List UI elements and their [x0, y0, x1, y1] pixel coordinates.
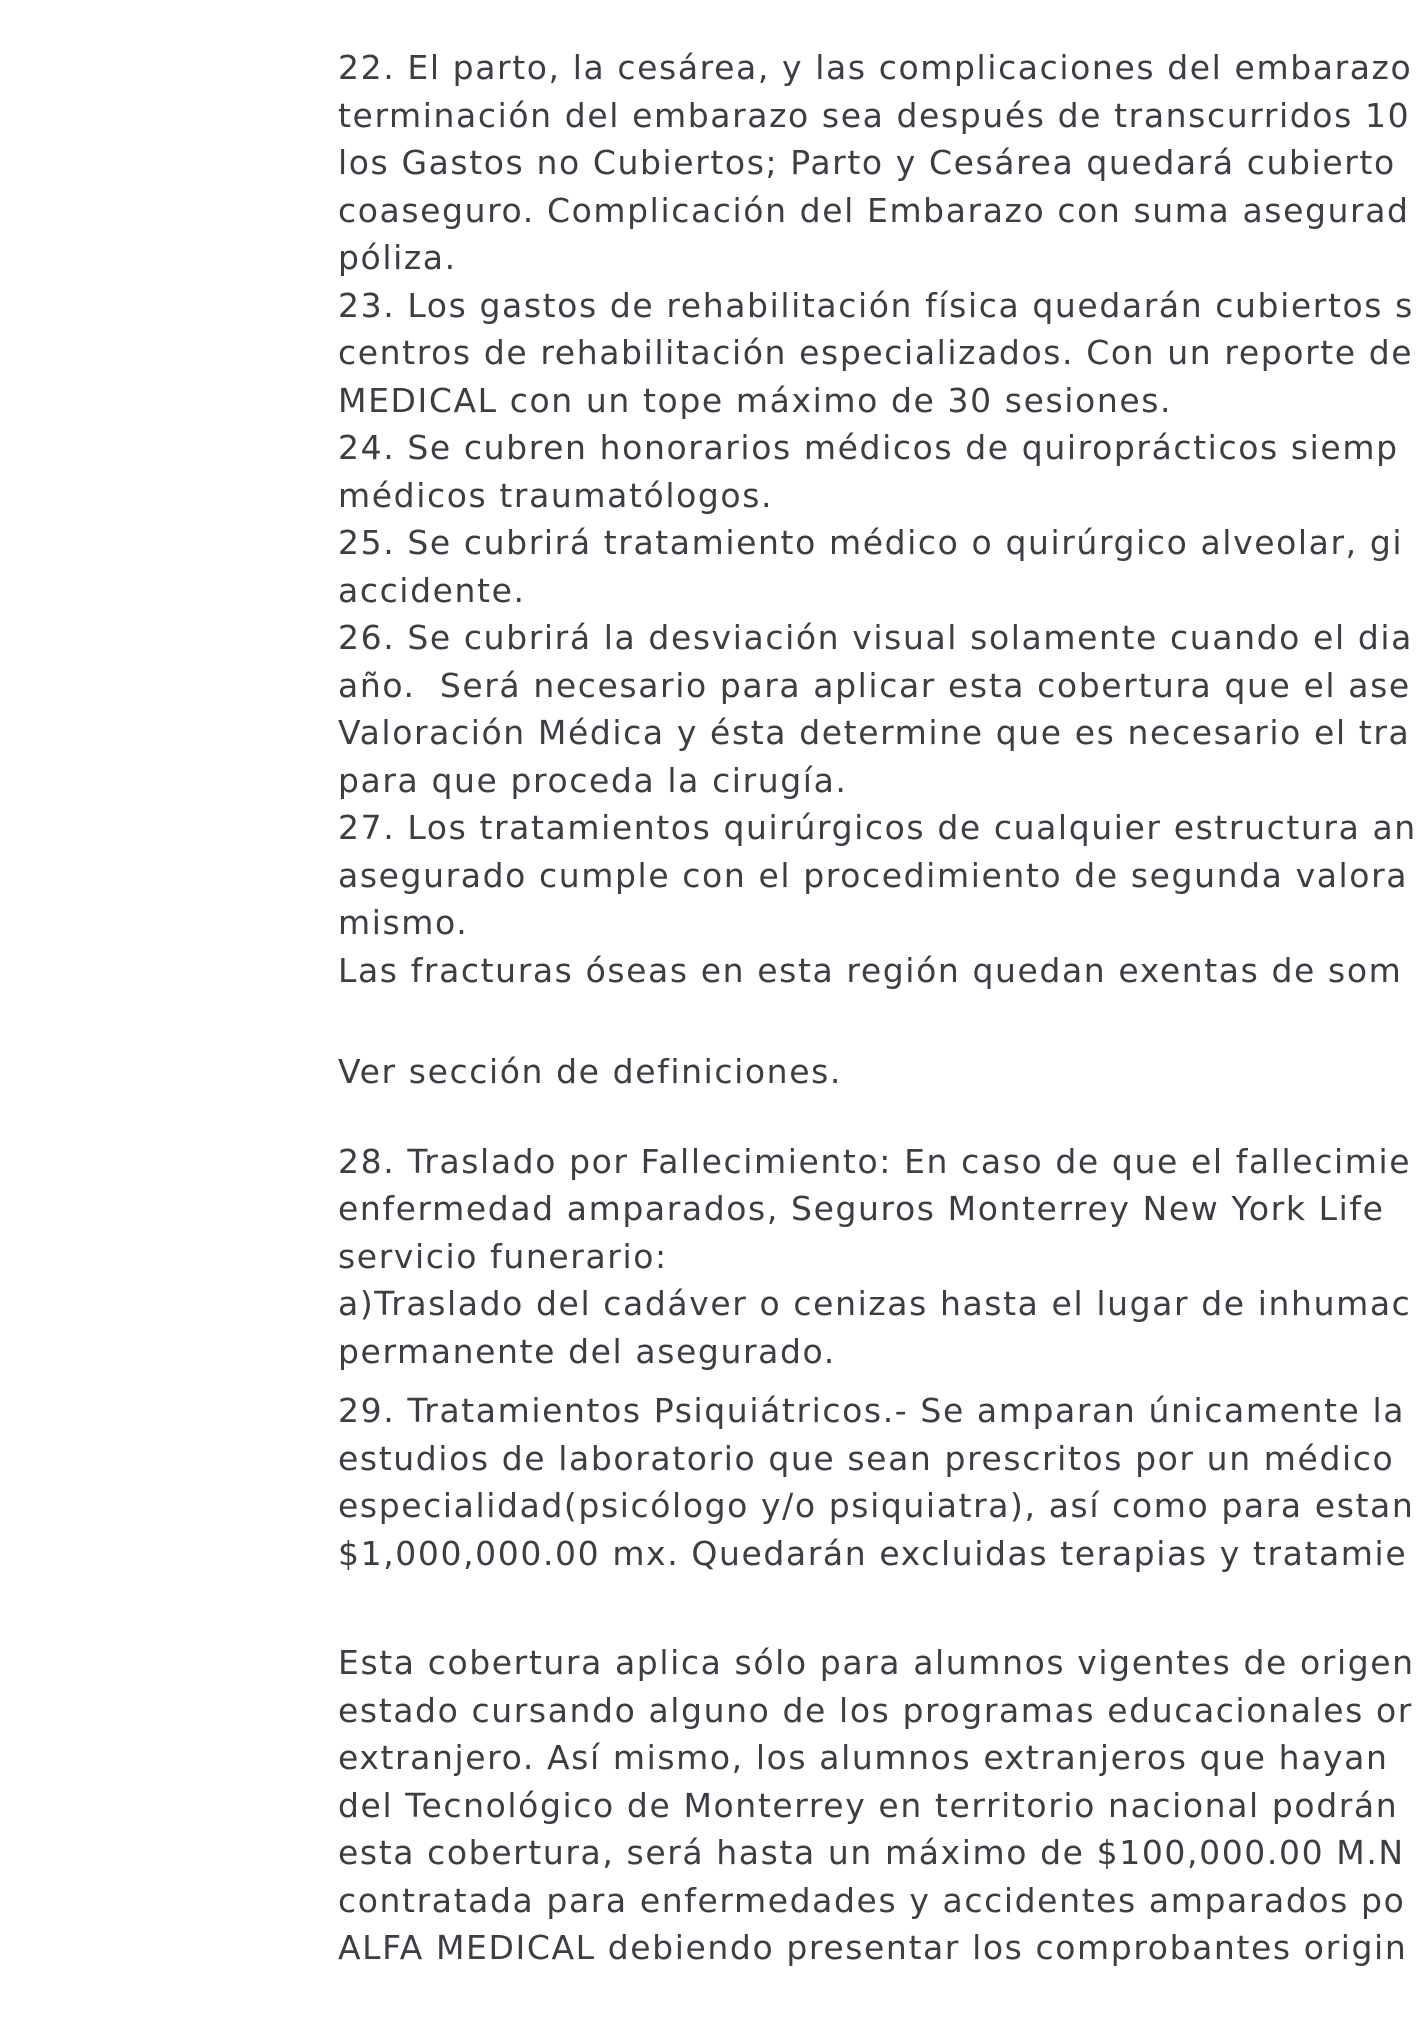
text-line: del Tecnológico de Monterrey en territorio nacional podrán: [338, 1785, 1399, 1825]
paragraph-item-28: [338, 1138, 1428, 1281]
paragraph-item-27: [338, 804, 1428, 947]
text-line: enfermedad amparados, Seguros Monterrey New York Life: [338, 1189, 1385, 1228]
text-line: Esta cobertura aplica sólo para alumnos vigentes de origen: [338, 1643, 1415, 1682]
text-line: mismo.: [338, 903, 469, 942]
text-line: accidente.: [338, 570, 526, 610]
paragraph-item-25: [338, 519, 1428, 614]
text-line: terminación del embarazo sea después de transcurridos 10: [338, 95, 1411, 135]
paragraph-cobertura-alumnos: [338, 1639, 1428, 1972]
text-line: ALFA MEDICAL debiendo presentar los comprobantes origin: [338, 1928, 1408, 1967]
text-line: los Gastos no Cubiertos; Parto y Cesárea quedará cubierto: [338, 143, 1396, 182]
paragraph-item-26: [338, 614, 1428, 804]
text-line: 22. El parto, la cesárea, y las complicaciones del embarazo: [338, 48, 1413, 87]
document-text-content: [338, 44, 1428, 1972]
paragraph-item-24: [338, 424, 1428, 519]
text-line: estudios de laboratorio que sean prescritos por un médico: [338, 1438, 1395, 1478]
text-line: 27. Los tratamientos quirúrgicos de cualquier estructura an: [338, 808, 1417, 847]
text-line: año. Será necesario para aplicar esta cobertura que el ase: [338, 665, 1411, 705]
paragraph-item-28a: [338, 1280, 1428, 1375]
text-line: coaseguro. Complicación del Embarazo con suma asegurad: [338, 190, 1410, 230]
text-line: estado cursando alguno de los programas educacionales or: [338, 1690, 1413, 1730]
text-line: médicos traumatólogos.: [338, 475, 774, 515]
paragraph-item-23: [338, 282, 1428, 425]
text-line: MEDICAL con un tope máximo de 30 sesiones.: [338, 380, 1173, 420]
text-line: póliza.: [338, 238, 457, 277]
text-line: asegurado cumple con el procedimiento de segunda valora: [338, 855, 1409, 895]
text-line: servicio funerario:: [338, 1236, 668, 1276]
paragraph-fracturas-note: [338, 947, 1428, 995]
paragraph-ver-seccion-note: [338, 1048, 1428, 1096]
text-line: extranjero. Así mismo, los alumnos extranjeros que hayan: [338, 1738, 1389, 1777]
text-line: 23. Los gastos de rehabilitación física quedarán cubiertos s: [338, 285, 1414, 325]
text-line: permanente del asegurado.: [338, 1331, 836, 1371]
text-line: para que proceda la cirugía.: [338, 760, 848, 800]
text-line: 24. Se cubren honorarios médicos de quiroprácticos siemp: [338, 428, 1399, 467]
text-line: Ver sección de definiciones.: [338, 1052, 842, 1091]
text-line: contratada para enfermedades y accidentes amparados po: [338, 1880, 1406, 1920]
text-line: especialidad(psicólogo y/o psiquiatra), así como para estan: [338, 1486, 1415, 1525]
text-line: $1,000,000.00 mx. Quedarán excluidas terapias y tratamie: [338, 1533, 1408, 1573]
text-line: 28. Traslado por Fallecimiento: En caso de que el fallecimie: [338, 1141, 1412, 1181]
paragraph-item-22: [338, 44, 1428, 282]
text-line: centros de rehabilitación especializados. Con un reporte de: [338, 333, 1414, 372]
text-line: 25. Se cubrirá tratamiento médico o quirúrgico alveolar, gi: [338, 523, 1404, 562]
text-line: 29. Tratamientos Psiquiátricos.- Se amparan únicamente la: [338, 1391, 1406, 1430]
text-line: 26. Se cubrirá la desviación visual solamente cuando el dia: [338, 618, 1413, 657]
text-line: esta cobertura, será hasta un máximo de $100,000.00 M.N: [338, 1833, 1405, 1872]
text-line: a)Traslado del cadáver o cenizas hasta el lugar de inhumac: [338, 1284, 1412, 1323]
text-line: Valoración Médica y ésta determine que es necesario el tra: [338, 713, 1411, 752]
text-line: Las fracturas óseas en esta región quedan exentas de som: [338, 950, 1403, 990]
paragraph-item-29: [338, 1387, 1428, 1577]
